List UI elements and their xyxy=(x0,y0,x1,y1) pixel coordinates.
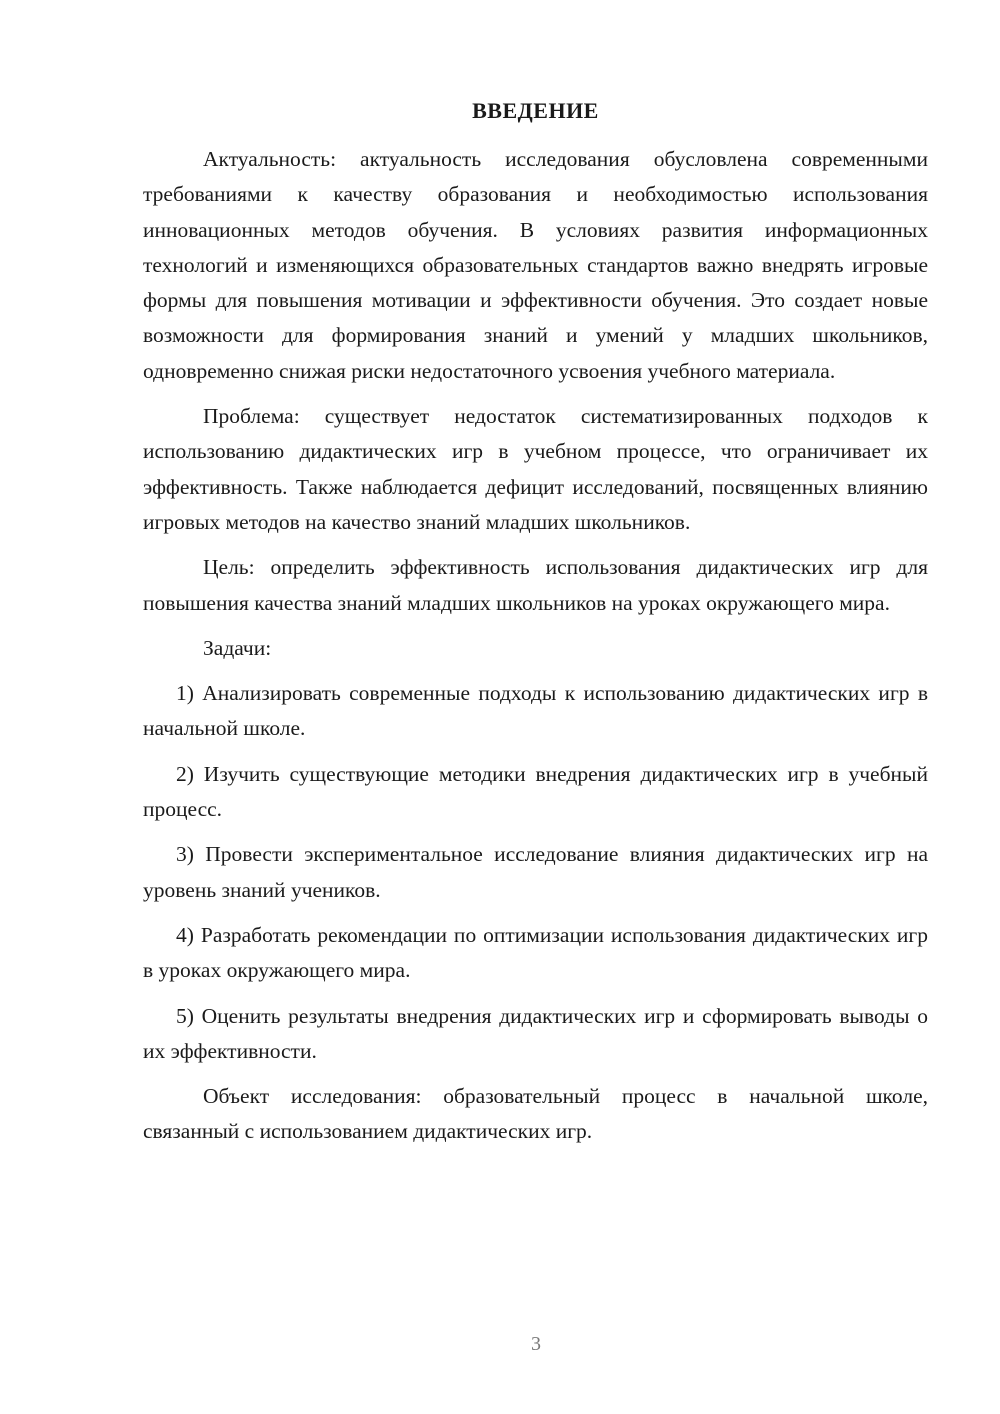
task-item: 4) Разработать рекомендации по оптимизации использования дидактических игр в уроках окружающего мира. xyxy=(143,922,928,983)
task-item: 3) Провести экспериментальное исследование влияния дидактических игр на уровень знаний учеников. xyxy=(143,842,928,902)
page-number: 3 xyxy=(531,1333,541,1355)
page-title: ВВЕДЕНИЕ xyxy=(472,98,599,123)
tasks-heading: Задачи: xyxy=(203,635,272,660)
task-item: 1) Анализировать современные подходы к использованию дидактических игр в начальной школе. xyxy=(143,681,928,741)
relevance-paragraph: Актуальность: актуальность исследования обусловлена современными требованиями к качеству образования и необходимостью использования инновационных методов обучения. В условиях развития информационных технологий и изменяющихся образовательных стандартов важно внедрять игровые формы для повышения мотивации и эффективности обучения. Это создает новые возможности для формирования знаний и умений у младших школьников, одновременно снижая риски недостаточного усвоения учебного материала. xyxy=(143,147,928,383)
goal-paragraph: Цель: определить эффективность использования дидактических игр для повышения качества знаний младших школьников на уроках окружающего мира. xyxy=(143,555,928,615)
document-body xyxy=(143,142,928,1150)
problem-paragraph: Проблема: существует недостаток систематизированных подходов к использованию дидактических игр в учебном процессе, что ограничивает их эффективность. Также наблюдается дефицит исследований, посвященных влиянию игровых методов на качество знаний младших школьников. xyxy=(143,404,928,534)
object-paragraph: Объект исследования: образовательный процесс в начальной школе, связанный с использованием дидактических игр. xyxy=(143,1084,928,1144)
task-item: 5) Оценить результаты внедрения дидактических игр и сформировать выводы о их эффективности. xyxy=(143,1003,928,1063)
task-item: 2) Изучить существующие методики внедрения дидактических игр в учебный процесс. xyxy=(143,761,928,822)
